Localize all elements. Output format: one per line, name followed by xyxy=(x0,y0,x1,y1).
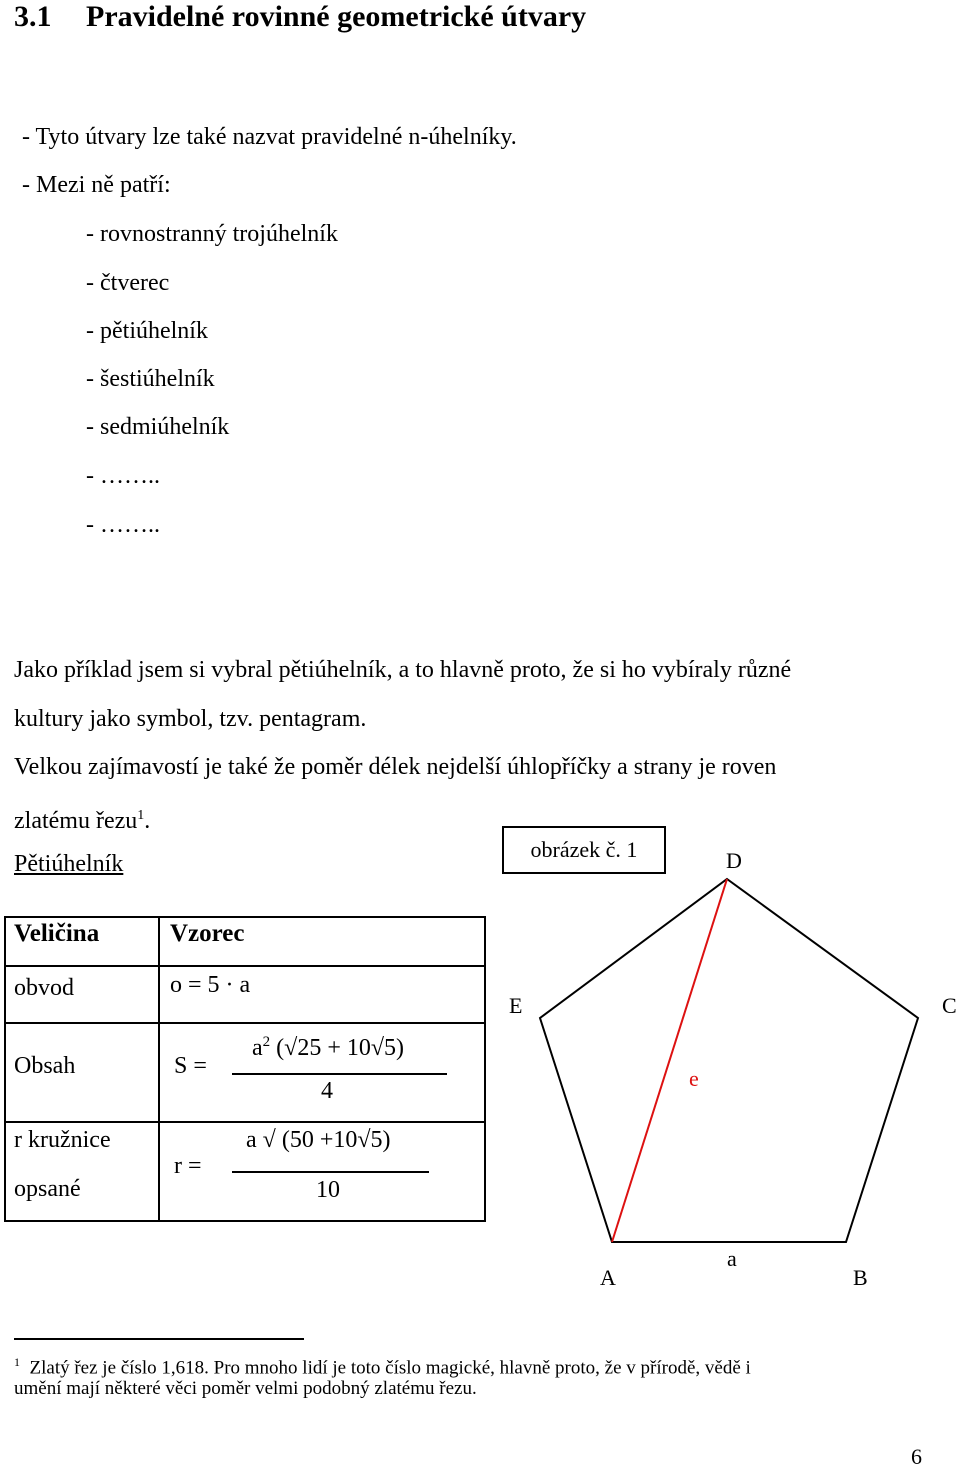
list-item: - …….. xyxy=(86,463,160,489)
footnote-separator xyxy=(14,1338,304,1340)
list-item: - šestiúhelník xyxy=(86,366,215,392)
section-number: 3.1 xyxy=(14,0,52,33)
footnote-line-2: umění mají některé věci poměr velmi podobný zlatému řezu. xyxy=(14,1378,477,1399)
row-radius-name-1: r kružnice xyxy=(14,1127,111,1153)
list-item: - …….. xyxy=(86,512,160,538)
paragraph-1-line-1: Jako příklad jsem si vybral pětiúhelník, a to hlavně proto, že si ho vybíraly různé xyxy=(14,657,792,683)
vertex-label-e: E xyxy=(509,993,523,1018)
paragraph-2-line-1: Velkou zajímavostí je také že poměr délek nejdelší úhlopříčky a strany je roven xyxy=(14,754,777,780)
row-radius-name-2: opsané xyxy=(14,1176,81,1202)
row-radius-numerator: a √ (50 +10√5) xyxy=(246,1127,391,1153)
area-num-a: a xyxy=(252,1035,263,1061)
pentagon-section-title: Pětiúhelník xyxy=(14,851,124,877)
row-area-prefix: S = xyxy=(174,1053,207,1079)
paragraph-1-line-2: kultury jako symbol, tzv. pentagram. xyxy=(14,706,367,732)
side-label-a: a xyxy=(727,1246,737,1271)
vertex-label-a: A xyxy=(600,1265,616,1290)
row-area-name: Obsah xyxy=(14,1053,76,1079)
table-header-quantity: Veličina xyxy=(14,920,100,947)
list-item: - rovnostranný trojúhelník xyxy=(86,221,338,247)
section-title: Pravidelné rovinné geometrické útvary xyxy=(86,0,587,33)
area-num-rest: (√25 + 10√5) xyxy=(270,1035,405,1061)
figure-label-box: obrázek č. 1 xyxy=(502,826,666,874)
paragraph-2-text: zlatému řezu xyxy=(14,808,138,834)
list-item: - sedmiúhelník xyxy=(86,414,230,440)
page-number: 6 xyxy=(911,1444,922,1469)
vertex-label-b: B xyxy=(853,1265,868,1290)
table-header-formula: Vzorec xyxy=(170,920,245,947)
row-perimeter-name: obvod xyxy=(14,975,74,1001)
paragraph-2-end: . xyxy=(144,808,151,834)
row-area-denominator: 4 xyxy=(321,1078,333,1104)
vertex-label-c: C xyxy=(942,993,957,1018)
list-item: - pětiúhelník xyxy=(86,318,208,344)
intro-line-1: - Tyto útvary lze také nazvat pravidelné n-úhelníky. xyxy=(22,124,517,150)
vertex-label-d: D xyxy=(726,848,742,873)
intro-line-2: - Mezi ně patří: xyxy=(22,172,171,198)
row-perimeter-formula: o = 5 · a xyxy=(170,972,251,998)
footnote-reference: 1 xyxy=(137,808,145,823)
footnote-mark: 1 xyxy=(14,1355,20,1369)
list-item: - čtverec xyxy=(86,270,170,296)
diagonal-e xyxy=(612,879,727,1242)
footnote-text-1: Zlatý řez je číslo 1,618. Pro mnoho lidí je toto číslo magické, hlavně proto, že v přírodě, vědě i xyxy=(29,1357,751,1379)
row-radius-denominator: 10 xyxy=(316,1177,340,1203)
diagonal-label-e: e xyxy=(689,1066,699,1091)
area-num-exponent: 2 xyxy=(262,1034,271,1050)
pentagon-shape xyxy=(540,879,918,1242)
row-radius-prefix: r = xyxy=(174,1153,202,1179)
